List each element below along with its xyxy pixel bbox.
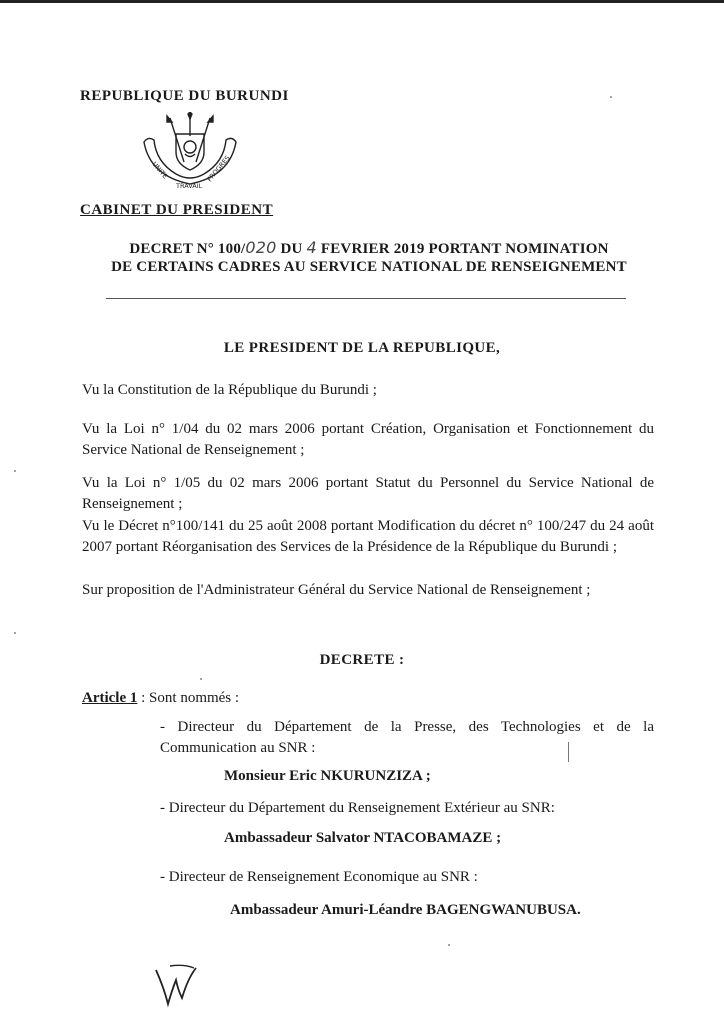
cabinet-heading: CABINET DU PRESIDENT	[80, 202, 274, 218]
decree-title-line-2: DE CERTAINS CADRES AU SERVICE NATIONAL DE RENSEIGNEMENT	[111, 259, 627, 275]
decree-title-line-1	[76, 238, 662, 258]
appointment-role-1: - Directeur du Département de la Presse, des Technologies et de la Communication au SNR :	[160, 719, 654, 756]
scan-top-edge	[0, 0, 724, 3]
scan-speck	[14, 632, 16, 634]
title-divider	[106, 298, 626, 299]
decree-number-prefix: DECRET N° 100/	[129, 241, 246, 257]
appointment-role-3: - Directeur de Renseignement Economique au SNR :	[160, 869, 478, 885]
decree-number-handwritten: 020	[245, 238, 277, 257]
republic-heading: REPUBLIQUE DU BURUNDI	[80, 88, 289, 104]
president-heading: LE PRESIDENT DE LA REPUBLIQUE,	[223, 340, 501, 356]
consideration-law-1-05: Vu la Loi n° 1/05 du 02 mars 2006 portant Statut du Personnel du Service National de Renseignement ;	[82, 475, 654, 512]
scan-speck	[610, 96, 612, 98]
article-1-label: Article 1	[82, 690, 138, 706]
decree-day-handwritten: 4	[306, 238, 317, 257]
appointee-name-1: Monsieur Eric NKURUNZIZA ;	[224, 768, 431, 784]
consideration-law-1-04: Vu la Loi n° 1/04 du 02 mars 2006 portant Création, Organisation et Fonctionnement du Service National de Renseignement ;	[82, 421, 654, 458]
scan-speck	[14, 470, 16, 472]
scan-speck	[200, 678, 202, 680]
article-1-intro: : Sont nommés :	[137, 690, 240, 706]
consideration-proposal: Sur proposition de l'Administrateur Général du Service National de Renseignement ;	[82, 582, 591, 598]
handwritten-initials-signature	[150, 960, 200, 1010]
article-1-heading	[82, 690, 239, 707]
appointee-name-3: Ambassadeur Amuri-Léandre BAGENGWANUBUSA.	[230, 902, 581, 918]
decree-title-rest: FEVRIER 2019 PORTANT NOMINATION	[320, 241, 609, 257]
margin-mark	[568, 742, 569, 762]
consideration-constitution: Vu la Constitution de la République du Burundi ;	[82, 382, 377, 398]
decree-date-prefix: DU	[280, 241, 303, 257]
consideration-decree-100-141: Vu le Décret n°100/141 du 25 août 2008 portant Modification du décret n° 100/247 du 24 août 2007 portant Réorganisation des Services de la Présidence de la République du Burundi ;	[82, 518, 654, 555]
appointee-name-2: Ambassadeur Salvator NTACOBAMAZE ;	[224, 830, 502, 846]
seal-motto-progres: PROGRES	[205, 154, 232, 184]
scan-speck	[448, 944, 450, 946]
seal-motto-unite: UNITE	[150, 160, 170, 181]
seal-motto-travail: TRAVAIL	[176, 182, 203, 190]
coat-of-arms-seal	[140, 112, 240, 200]
decrete-heading: DECRETE :	[319, 652, 405, 668]
appointment-role-2: - Directeur du Département du Renseignement Extérieur au SNR:	[160, 800, 555, 816]
